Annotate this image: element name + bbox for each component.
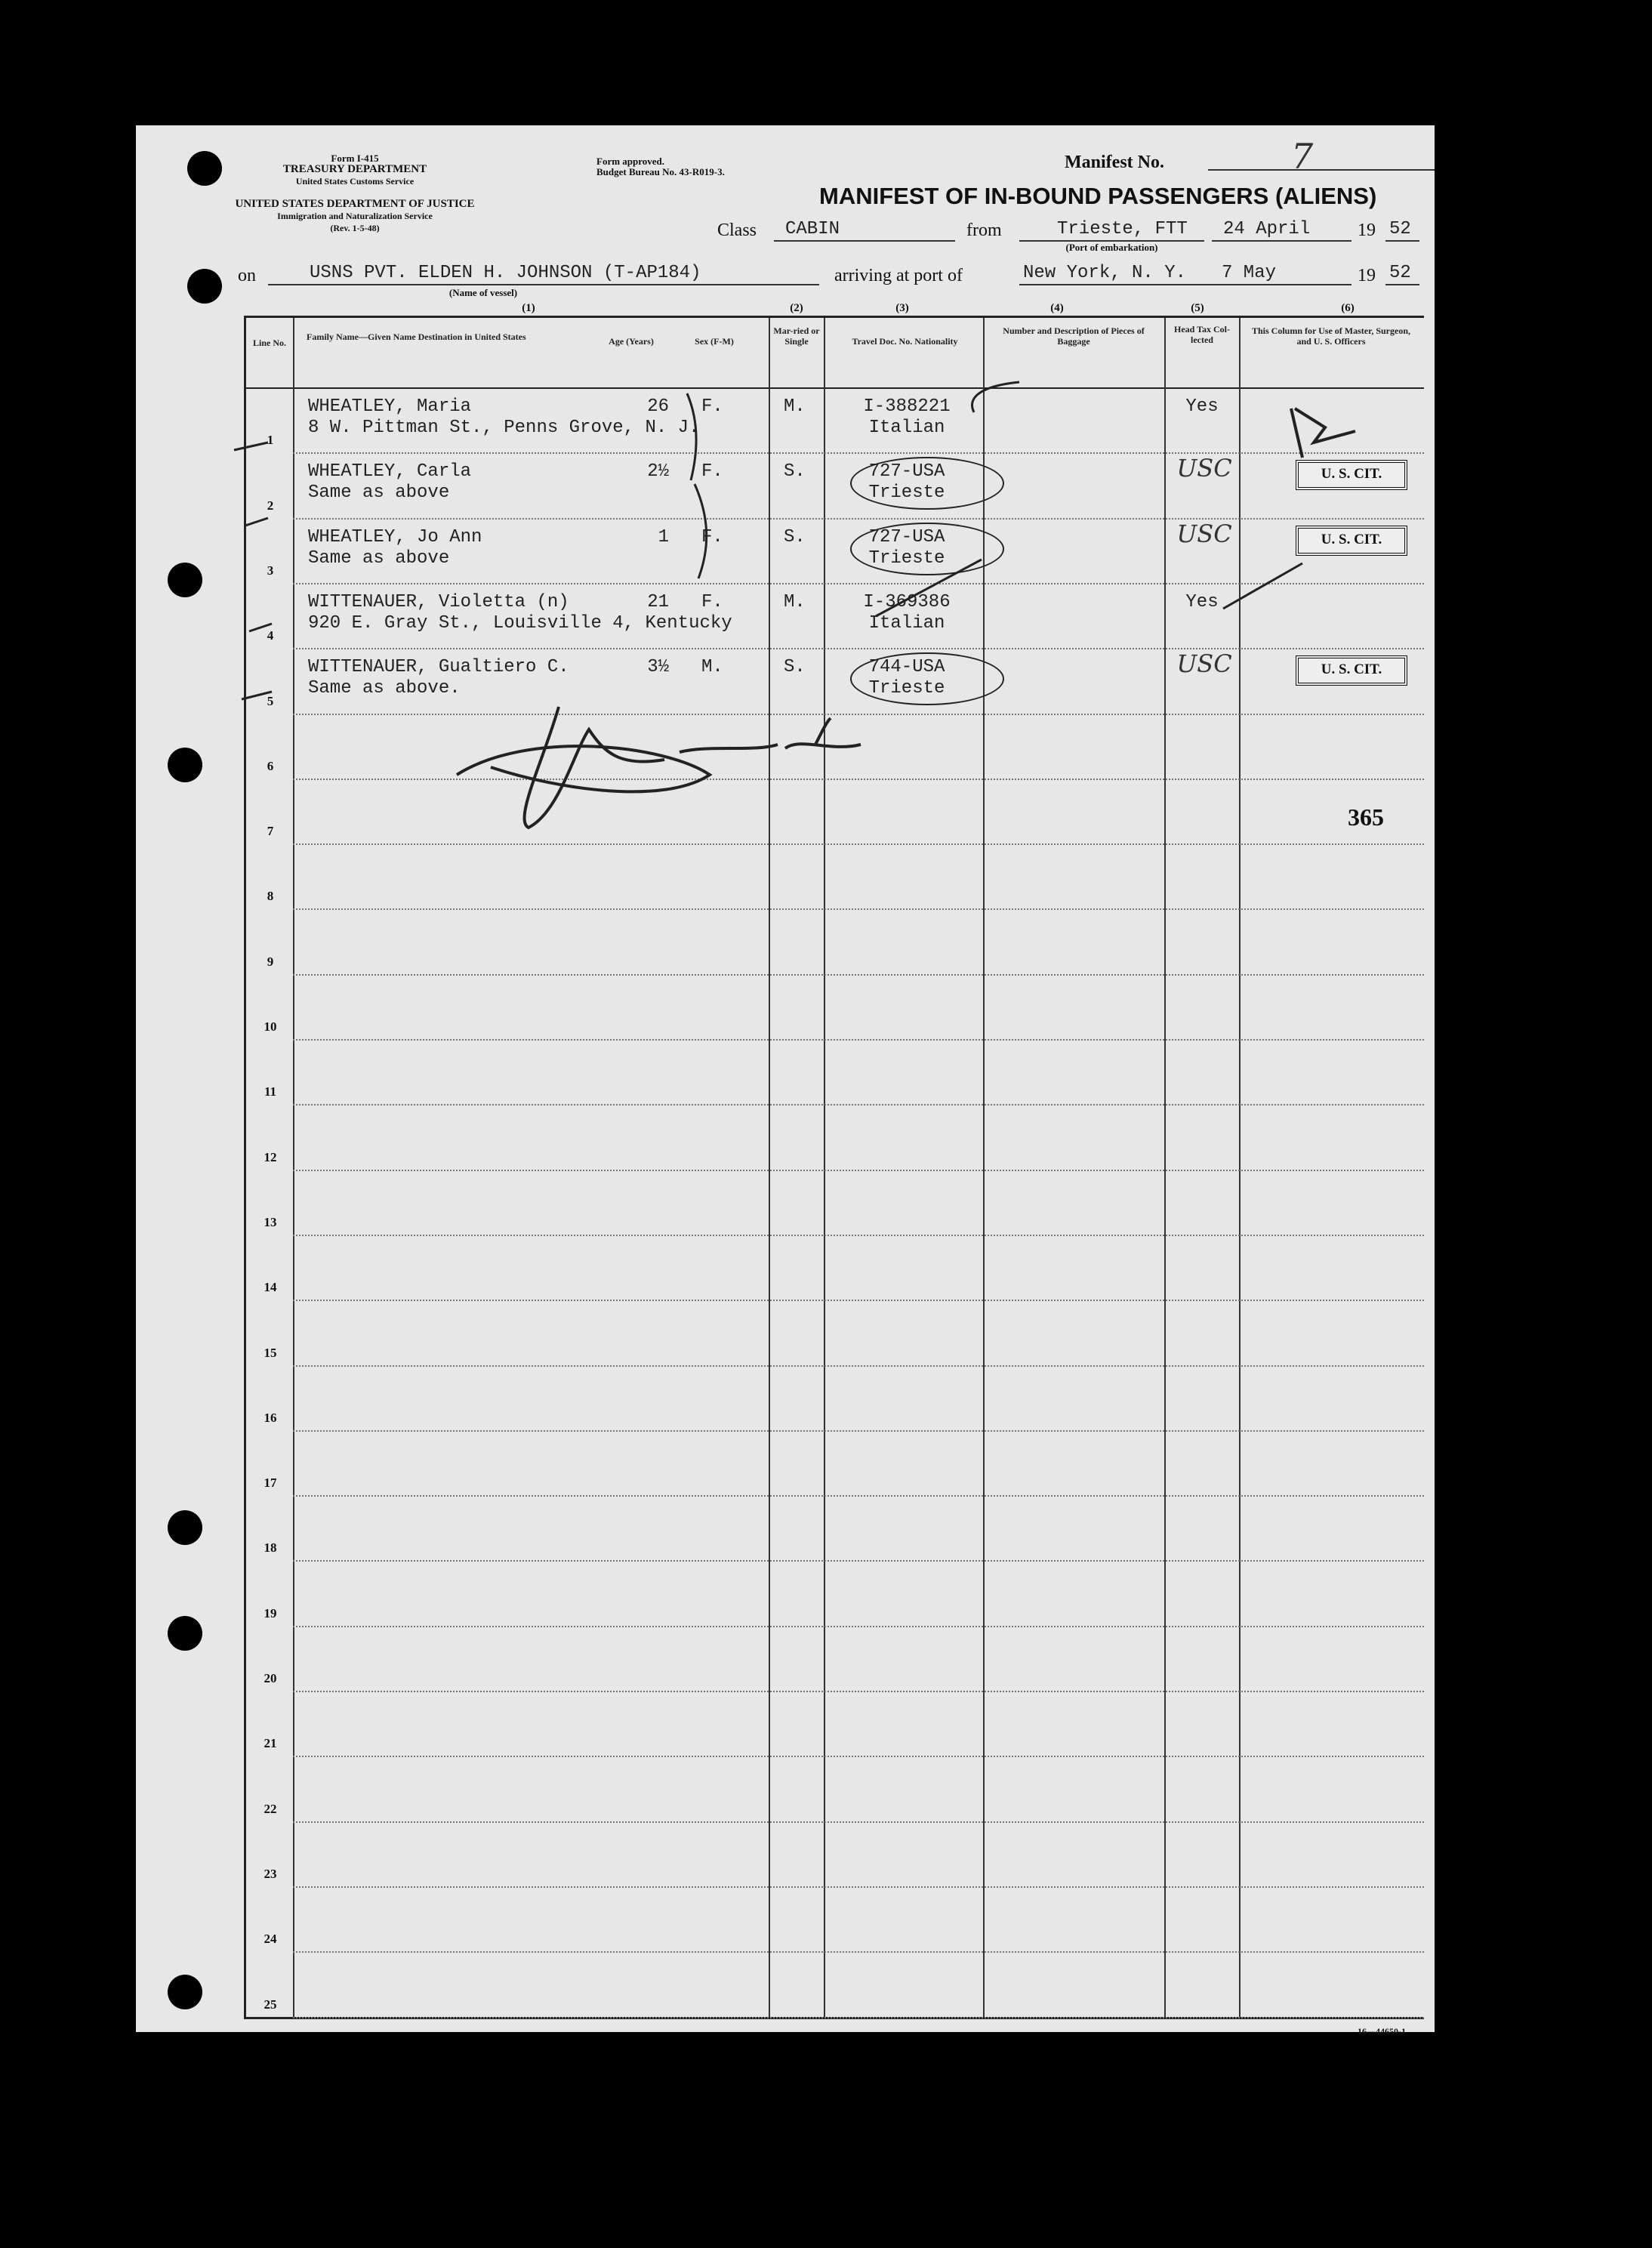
nationality: Trieste bbox=[868, 678, 945, 699]
us-citizen-stamp: U. S. CIT. bbox=[1296, 460, 1407, 490]
travel-doc-number: I-369386 bbox=[863, 591, 951, 612]
head-tax-collected: USC bbox=[1176, 454, 1232, 483]
manifest-number: 7 bbox=[1291, 136, 1314, 177]
departure-date: 24 April bbox=[1223, 219, 1311, 239]
passenger-name: WITTENAUER, Gualtiero C. bbox=[308, 657, 569, 678]
line-number: 4 bbox=[267, 628, 274, 643]
col-num-4: (4) bbox=[1050, 302, 1064, 314]
binder-hole bbox=[168, 1616, 202, 1651]
line-number: 22 bbox=[264, 1801, 277, 1816]
line-number: 13 bbox=[264, 1214, 277, 1229]
treasury-dept: TREASURY DEPARTMENT bbox=[282, 163, 427, 175]
passenger-age: 2½ bbox=[647, 461, 669, 483]
line-number: 2 bbox=[267, 498, 274, 513]
line-number: 21 bbox=[264, 1736, 277, 1751]
col-header-head-tax: Head Tax Col-lected bbox=[1173, 324, 1230, 345]
line-number: 10 bbox=[264, 1019, 277, 1034]
us-citizen-stamp: U. S. CIT. bbox=[1296, 526, 1407, 556]
us-citizen-stamp: U. S. CIT. bbox=[1296, 655, 1407, 686]
line-number: 25 bbox=[264, 1997, 277, 2012]
line-number: 15 bbox=[264, 1345, 277, 1360]
footer-code: 16—44650-1 bbox=[1358, 2026, 1406, 2037]
passenger-destination: Same as above bbox=[308, 547, 450, 569]
manifest-sheet bbox=[136, 125, 1435, 2037]
from-label: from bbox=[966, 220, 1002, 240]
customs-service: United States Customs Service bbox=[295, 176, 415, 187]
passenger-age: 21 bbox=[647, 591, 669, 612]
line-number: 11 bbox=[264, 1084, 277, 1099]
year-prefix-1: 19 bbox=[1358, 220, 1376, 240]
col-header-officers: This Column for Use of Master, Surgeon, and U. S. Officers bbox=[1251, 325, 1410, 347]
col-header-name: Family Name—Given Name Destination in United States bbox=[307, 331, 526, 342]
passenger-age: 26 bbox=[647, 396, 669, 417]
passenger-name: WHEATLEY, Maria bbox=[308, 396, 472, 417]
passenger-married: S. bbox=[784, 657, 806, 678]
line-number: 6 bbox=[267, 758, 274, 773]
nationality: Trieste bbox=[868, 483, 945, 504]
class-value: CABIN bbox=[785, 219, 840, 239]
line-number: 9 bbox=[267, 954, 274, 969]
travel-doc-number: I-388221 bbox=[863, 396, 951, 417]
passenger-sex: F. bbox=[701, 396, 723, 417]
col-header-age: Age (Years) bbox=[609, 336, 654, 347]
line-number: 24 bbox=[264, 1932, 277, 1947]
line-number: 18 bbox=[264, 1540, 277, 1556]
travel-doc-number: 727-USA bbox=[868, 461, 945, 483]
budget-bureau: Budget Bureau No. 43-R019-3. bbox=[596, 166, 725, 177]
passenger-married: S. bbox=[784, 461, 806, 483]
arrival-year: 52 bbox=[1389, 263, 1411, 283]
passenger-age: 3½ bbox=[647, 657, 669, 678]
form-number: Form I-415 bbox=[331, 153, 379, 164]
binder-hole bbox=[187, 269, 222, 304]
line-number: 5 bbox=[267, 693, 274, 708]
col-header-married: Mar-ried or Single bbox=[773, 325, 820, 347]
line-number: 12 bbox=[264, 1149, 277, 1164]
binder-hole bbox=[168, 1510, 202, 1545]
binder-hole bbox=[168, 748, 202, 782]
page-stamp-number: 365 bbox=[1348, 803, 1384, 831]
col-header-travel-doc: Travel Doc. No. Nationality bbox=[852, 336, 958, 347]
passenger-age: 1 bbox=[658, 526, 669, 547]
passenger-name: WITTENAUER, Violetta (n) bbox=[308, 591, 569, 612]
col-num-3: (3) bbox=[895, 302, 909, 314]
passenger-destination: Same as above bbox=[308, 483, 450, 504]
line-number: 20 bbox=[264, 1671, 277, 1685]
from-value: Trieste, FTT bbox=[1057, 219, 1188, 239]
line-number: 1 bbox=[267, 433, 274, 448]
manifest-no-label: Manifest No. bbox=[1065, 153, 1164, 172]
passenger-married: M. bbox=[784, 591, 806, 612]
passenger-sex: F. bbox=[701, 461, 723, 483]
ins-service: Immigration and Naturalization Service bbox=[277, 211, 433, 221]
passenger-sex: M. bbox=[701, 657, 723, 678]
justice-dept: UNITED STATES DEPARTMENT OF JUSTICE bbox=[235, 198, 475, 210]
head-tax-collected: Yes bbox=[1185, 396, 1219, 417]
col-num-6: (6) bbox=[1341, 302, 1355, 314]
revision: (Rev. 1-5-48) bbox=[330, 223, 380, 233]
binder-hole bbox=[168, 1975, 202, 2009]
nationality: Italian bbox=[868, 612, 945, 634]
col-header-line-no: Line No. bbox=[252, 338, 286, 348]
passenger-destination: 8 W. Pittman St., Penns Grove, N. J. bbox=[308, 418, 700, 438]
binder-hole bbox=[187, 151, 222, 186]
line-number: 7 bbox=[267, 824, 274, 839]
head-tax-collected: Yes bbox=[1185, 591, 1219, 612]
class-label: Class bbox=[717, 220, 757, 240]
line-number: 23 bbox=[264, 1866, 277, 1881]
arriving-label: arriving at port of bbox=[834, 266, 963, 285]
page-title: MANIFEST OF IN-BOUND PASSENGERS (ALIENS) bbox=[819, 183, 1377, 209]
on-label: on bbox=[238, 266, 256, 285]
head-tax-collected: USC bbox=[1176, 519, 1232, 548]
vessel-name: USNS PVT. ELDEN H. JOHNSON (T-AP184) bbox=[310, 263, 701, 283]
form-approved: Form approved. bbox=[596, 156, 665, 167]
line-number: 8 bbox=[267, 889, 274, 904]
passenger-sex: F. bbox=[701, 591, 723, 612]
col-num-5: (5) bbox=[1191, 302, 1204, 314]
col-num-2: (2) bbox=[790, 302, 803, 314]
arrival-date: 7 May bbox=[1222, 263, 1277, 283]
passenger-destination: Same as above. bbox=[308, 678, 461, 699]
passenger-name: WHEATLEY, Jo Ann bbox=[308, 526, 482, 547]
passenger-sex: F. bbox=[701, 526, 723, 547]
departure-year: 52 bbox=[1389, 219, 1411, 239]
arrival-port: New York, N. Y. bbox=[1023, 263, 1187, 283]
line-number: 14 bbox=[264, 1280, 277, 1295]
col-header-sex: Sex (F-M) bbox=[695, 336, 734, 347]
line-number: 19 bbox=[264, 1605, 277, 1620]
passenger-married: M. bbox=[784, 396, 806, 417]
port-embarkation-caption: (Port of embarkation) bbox=[1065, 242, 1158, 253]
line-number: 17 bbox=[264, 1476, 277, 1491]
vessel-caption: (Name of vessel) bbox=[448, 287, 518, 298]
travel-doc-number: 727-USA bbox=[868, 526, 945, 547]
head-tax-collected: USC bbox=[1176, 649, 1232, 679]
passenger-destination: 920 E. Gray St., Louisville 4, Kentucky bbox=[308, 612, 732, 634]
passenger-married: S. bbox=[784, 526, 806, 547]
passenger-name: WHEATLEY, Carla bbox=[308, 461, 472, 483]
binder-hole bbox=[168, 563, 202, 597]
col-header-baggage: Number and Description of Pieces of Baggage bbox=[1003, 325, 1145, 347]
travel-doc-number: 744-USA bbox=[868, 657, 945, 678]
year-prefix-2: 19 bbox=[1358, 266, 1376, 285]
line-number: 3 bbox=[267, 563, 274, 578]
nationality: Italian bbox=[868, 418, 945, 438]
line-number: 16 bbox=[264, 1410, 277, 1425]
handwritten-marks bbox=[136, 125, 1435, 2032]
nationality: Trieste bbox=[868, 547, 945, 569]
col-num-1: (1) bbox=[522, 302, 535, 314]
